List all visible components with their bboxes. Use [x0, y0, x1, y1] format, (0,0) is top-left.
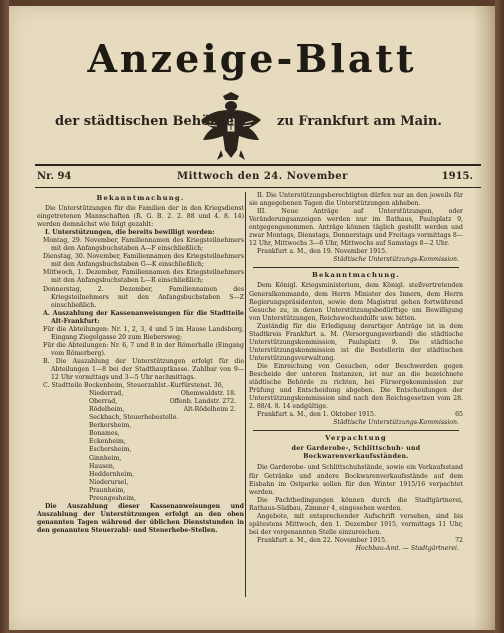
lease-para-2: Die Pachtbedingungen können durch die Stadtgärtnerei, Rathaus-Südbau, Zimmer 4, eingesehen werden.: [249, 496, 463, 512]
list-item: Seckbach, Steuerhebestelle.: [89, 414, 179, 422]
announcement-heading: Bekanntmachung.: [96, 194, 185, 202]
right-column: [249, 192, 463, 553]
issue-date: Mittwoch den 24. November: [177, 171, 348, 182]
announcement-2-para-3: Die Einreichung von Gesuchen, oder Beschwerden gegen Bescheide der unteren Instanzen, ist nur an die bezeichnete städtische Behörde zu richten, bei Fürsorgekommission zur Prüfung und Entscheidung abgeben. Die Entscheidungen der Unterstützungskommission sind nach den Reichsgesetzen vom 28. 2. 88/4. 8. 14 endgültige.: [249, 362, 463, 411]
lease-heading: Verpachtung: [325, 434, 387, 443]
list-item: Eschersheim,: [89, 446, 132, 454]
section-a-item-1: Für die Abteilungen: Nr. 1, 2, 3, 4 und 5 im Hause Landsberg, Eingang Ziegelgasse 20 zum Biebersweg;: [43, 325, 244, 341]
column-separator: [245, 192, 246, 597]
binding-right: [495, 0, 504, 633]
header-rule-bottom: [35, 187, 481, 188]
announcement-2-para-1: Dem Königl. Kriegsministerium, dem Königl. stellvertretenden Generalkommando, dem Herrn Minister des Innern, dem Herrn Regierungspräsidenten, sowie dem Magistrat gehen fortwährend Gesuche zu, in denen Unterstützungsbedürftige um Bewilligung von Unterstützungen, Reichswochenhilfe usw. bitten.: [249, 282, 463, 322]
list-item: Praunheim,: [89, 486, 126, 494]
section-3-signature: Städtische Unterstützungs-Kommission.: [333, 256, 459, 264]
section-b: B. Die Auszahlung der Unterstützungen erfolgt für die Abteilungen 1—8 bei der Stadthauptkasse. Zahlbar von 9—12 Uhr vormittags und 3—5 Uhr nachmittags.: [43, 357, 244, 382]
issue-bar: [35, 168, 481, 186]
list-item: Niederrad, Ohemwaldstr. 18.: [89, 390, 236, 398]
issue-year: 1915.: [441, 171, 473, 182]
announcement-2-dateline: Frankfurt a. M., den 1. Oktober 1915. 65: [257, 411, 463, 419]
announcement-2-signature: Städtische Unterstützungs-Kommission.: [333, 419, 459, 427]
section-c: C. Stadtteile Bockenheim, Steuerzahlst.-Kurfürstenst. 36,: [43, 382, 224, 390]
section-2: II. Die Unterstützungsberechtigten dürfen nur an den jeweils für sie angegebenen Tagen die Unterstützungen abheben.: [249, 192, 463, 208]
lease-signature: Hochbau-Amt. — Stadtgärtnerei.: [355, 544, 459, 552]
newspaper-page: [9, 6, 495, 630]
list-item: Ginnheim,: [89, 454, 122, 462]
list-item: Heddernheim,: [89, 470, 135, 478]
list-item: Oberrad, Offenb. Landstr. 272.: [89, 398, 236, 406]
left-column: [37, 192, 244, 535]
list-item: Eckenheim,: [89, 438, 126, 446]
section-a-item-2: Für die Abteilungen: Nr. 6, 7 und 8 in der Römerhalle (Eingang vom Römerberg).: [43, 341, 244, 357]
issue-number: Nr. 94: [37, 171, 72, 182]
section-1-heading: I. Unterstützungen, die bereits bewilligt worden:: [45, 229, 215, 237]
page-gutter: [473, 6, 495, 630]
list-item: Hausen,: [89, 462, 115, 470]
place-list: [37, 390, 244, 503]
announcement-2-para-2: Zuständig für die Erledigung derartiger Anträge ist in dem Stadtkreis Frankfurt a. M. (Versorgungsverband) die städtische Unterstützungskommission, Paulsplatz 9. Die städtische Unterstützungskommission ist die Bestellerin der städtischen Unterstützungsverwaltung.: [249, 322, 463, 362]
divider: [253, 267, 459, 268]
divider: [253, 430, 459, 431]
header-rule-top: [35, 164, 481, 166]
schedule-monday: Montag, 29. November, Familiennamen des Kriegsteilnehmers mit den Anfangsbuchstaben A—F einschließlich;: [43, 237, 244, 253]
schedule-tuesday: Dienstag, 30. November, Familiennamen des Kriegsteilnehmers mit den Anfangsbuchstaben G—K einschließlich;: [43, 253, 244, 269]
list-item: Berkersheim,: [89, 422, 132, 430]
section-3-date: Frankfurt a. M., den 19. November 1915.: [257, 248, 388, 256]
binding-left: [0, 0, 9, 633]
list-item: Preungesheim,: [89, 494, 137, 502]
list-item: Bonames,: [89, 430, 120, 438]
masthead-subtitle-right: zu Frankfurt am Main.: [277, 114, 442, 129]
section-3: III. Neue Anträge auf Unterstützungen, oder Veränderungsanzeigen werden nur im Rathaus, Paulsplatz 9, entgegengenommen. Anträge können täglich gestellt werden und zwar Montags, Dienstags, Donnerstags und Freitags vormittags 8—12 Uhr, Mittwochs 3—6 Uhr, Mittwochs auf Samstags 8—2 Uhr.: [249, 208, 463, 248]
lease-subheading: der Garderobe-, Schlittschuh- und Bockwarenverkaufsständen.: [291, 445, 421, 461]
masthead-title: Anzeige-Blatt: [87, 36, 417, 81]
list-item: Niederursel,: [89, 478, 129, 486]
lease-para-1: Die Garderobe- und Schlittschuhstände, sowie ein Verkaufsstand für Getränke und andere Bockwarenverkaufsstände auf dem Eisbahn im Ostparke sollen für den Winter 1915/16 verpachtet werden.: [249, 464, 463, 496]
list-item: Rödelheim, Alt-Rödelheim 2.: [89, 406, 236, 414]
schedule-thursday: Donnerstag, 2. Dezember, Familiennamen des Kriegsteilnehmers mit den Anfangsbuchstaben S—Z einschließlich.: [43, 285, 244, 309]
schedule-wednesday: Mittwoch, 1. Dezember, Familiennamen des Kriegsteilnehmers mit den Anfangsbuchstaben L—R einschließlich;: [43, 269, 244, 285]
masthead-subtitle-left: der städtischen Behörden: [55, 114, 244, 129]
lease-para-3: Angebote, mit entsprechender Aufschrift versehen, sind bis spätestens Mittwoch, den 1. Dezember 1915, vormittags 11 Uhr, bei der vorgenannten Stelle einzureichen.: [249, 512, 463, 536]
section-a: A. Auszahlung der Kassenanweisungen für die Stadtteile Alt-Frankfurt:: [43, 309, 244, 325]
announcement-closing: Die Auszahlung dieser Kassenanweisungen und Auszahlung der Unterstützungen erfolgt an den oben genannten Tagen während der üblichen Dienststunden in den genannten Steuerzahl- und Steuerhebe-Stellen.: [37, 502, 244, 534]
announcement-2-heading: Bekanntmachung.: [312, 271, 400, 280]
lease-dateline: Frankfurt a. M., den 22. November 1915. 72: [257, 536, 463, 544]
announcement-intro: Die Unterstützungen für die Familien der in den Kriegsdienst eingetretenen Mannschaften (R. G. B. 2. 2. 88 und 4. 8. 14) werden demnächst wie folgt gezahlt:: [37, 205, 244, 229]
